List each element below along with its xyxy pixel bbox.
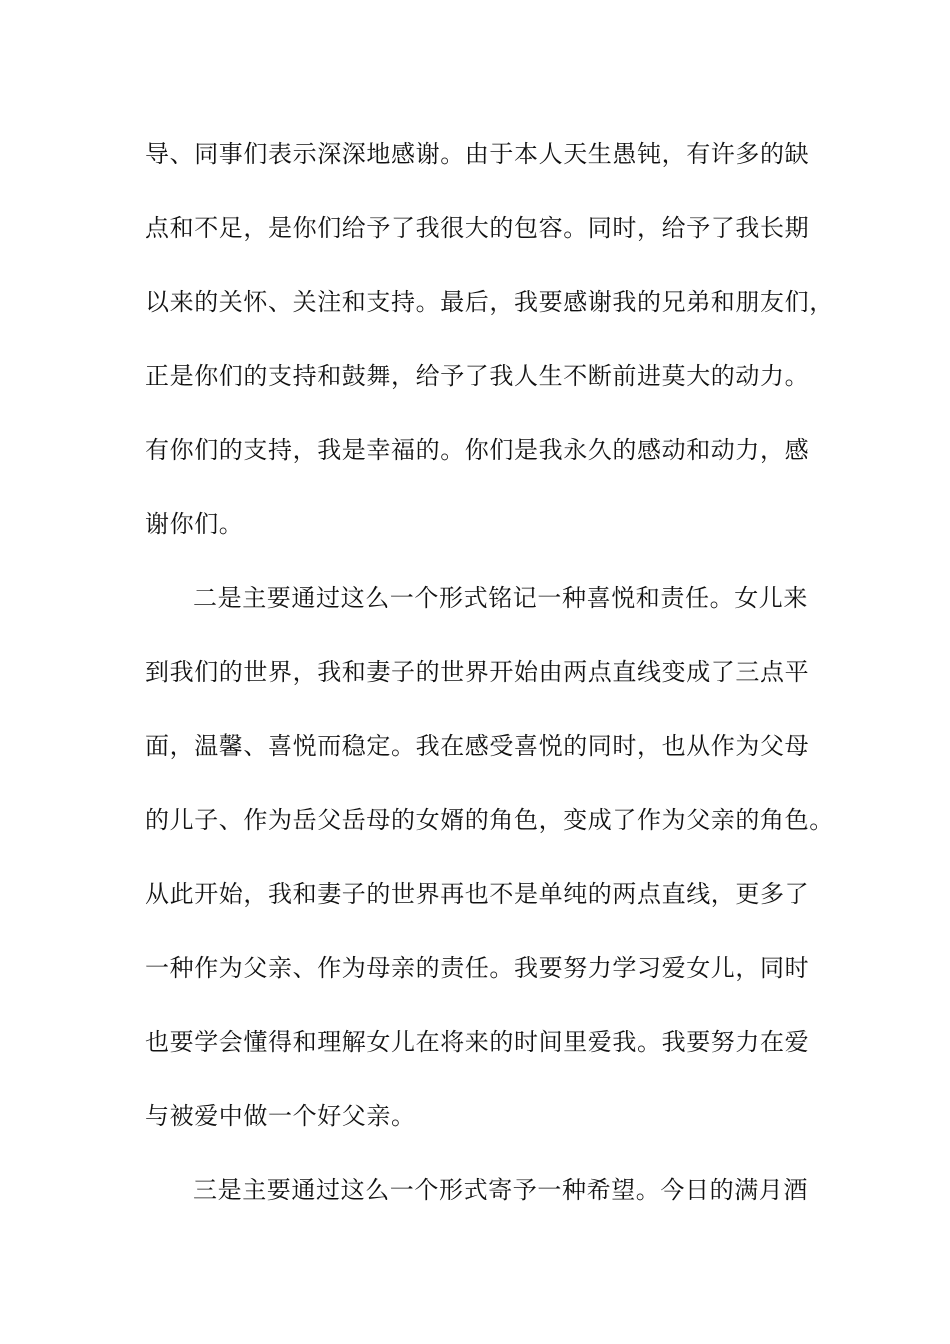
text-line: 导、同事们表示深深地感谢。由于本人天生愚钝，有许多的缺 xyxy=(145,140,810,168)
text-line: 一种作为父亲、作为母亲的责任。我要努力学习爱女儿，同时 xyxy=(145,954,810,982)
body-text xyxy=(145,130,834,1240)
text-line: 有你们的支持，我是幸福的。你们是我永久的感动和动力，感 xyxy=(145,436,810,464)
text-line: 也要学会懂得和理解女儿在将来的时间里爱我。我要努力在爱 xyxy=(145,1028,810,1056)
text-line: 从此开始，我和妻子的世界再也不是单纯的两点直线，更多了 xyxy=(145,880,810,908)
paragraph-start-line: 三是主要通过这么一个形式寄予一种希望。今日的满月酒 xyxy=(193,1176,808,1204)
text-line: 与被爱中做一个好父亲。 xyxy=(145,1102,416,1130)
paragraph-start-line: 二是主要通过这么一个形式铭记一种喜悦和责任。女儿来 xyxy=(193,584,808,612)
text-line: 面，温馨、喜悦而稳定。我在感受喜悦的同时，也从作为父母 xyxy=(145,732,810,760)
text-line: 点和不足，是你们给予了我很大的包容。同时，给予了我长期 xyxy=(145,214,810,242)
text-line: 到我们的世界，我和妻子的世界开始由两点直线变成了三点平 xyxy=(145,658,810,686)
text-line: 谢你们。 xyxy=(145,510,244,538)
text-line: 的儿子、作为岳父岳母的女婿的角色，变成了作为父亲的角色。 xyxy=(145,806,834,834)
text-line: 正是你们的支持和鼓舞，给予了我人生不断前进莫大的动力。 xyxy=(145,362,810,390)
text-line: 以来的关怀、关注和支持。最后，我要感谢我的兄弟和朋友们， xyxy=(145,288,834,316)
